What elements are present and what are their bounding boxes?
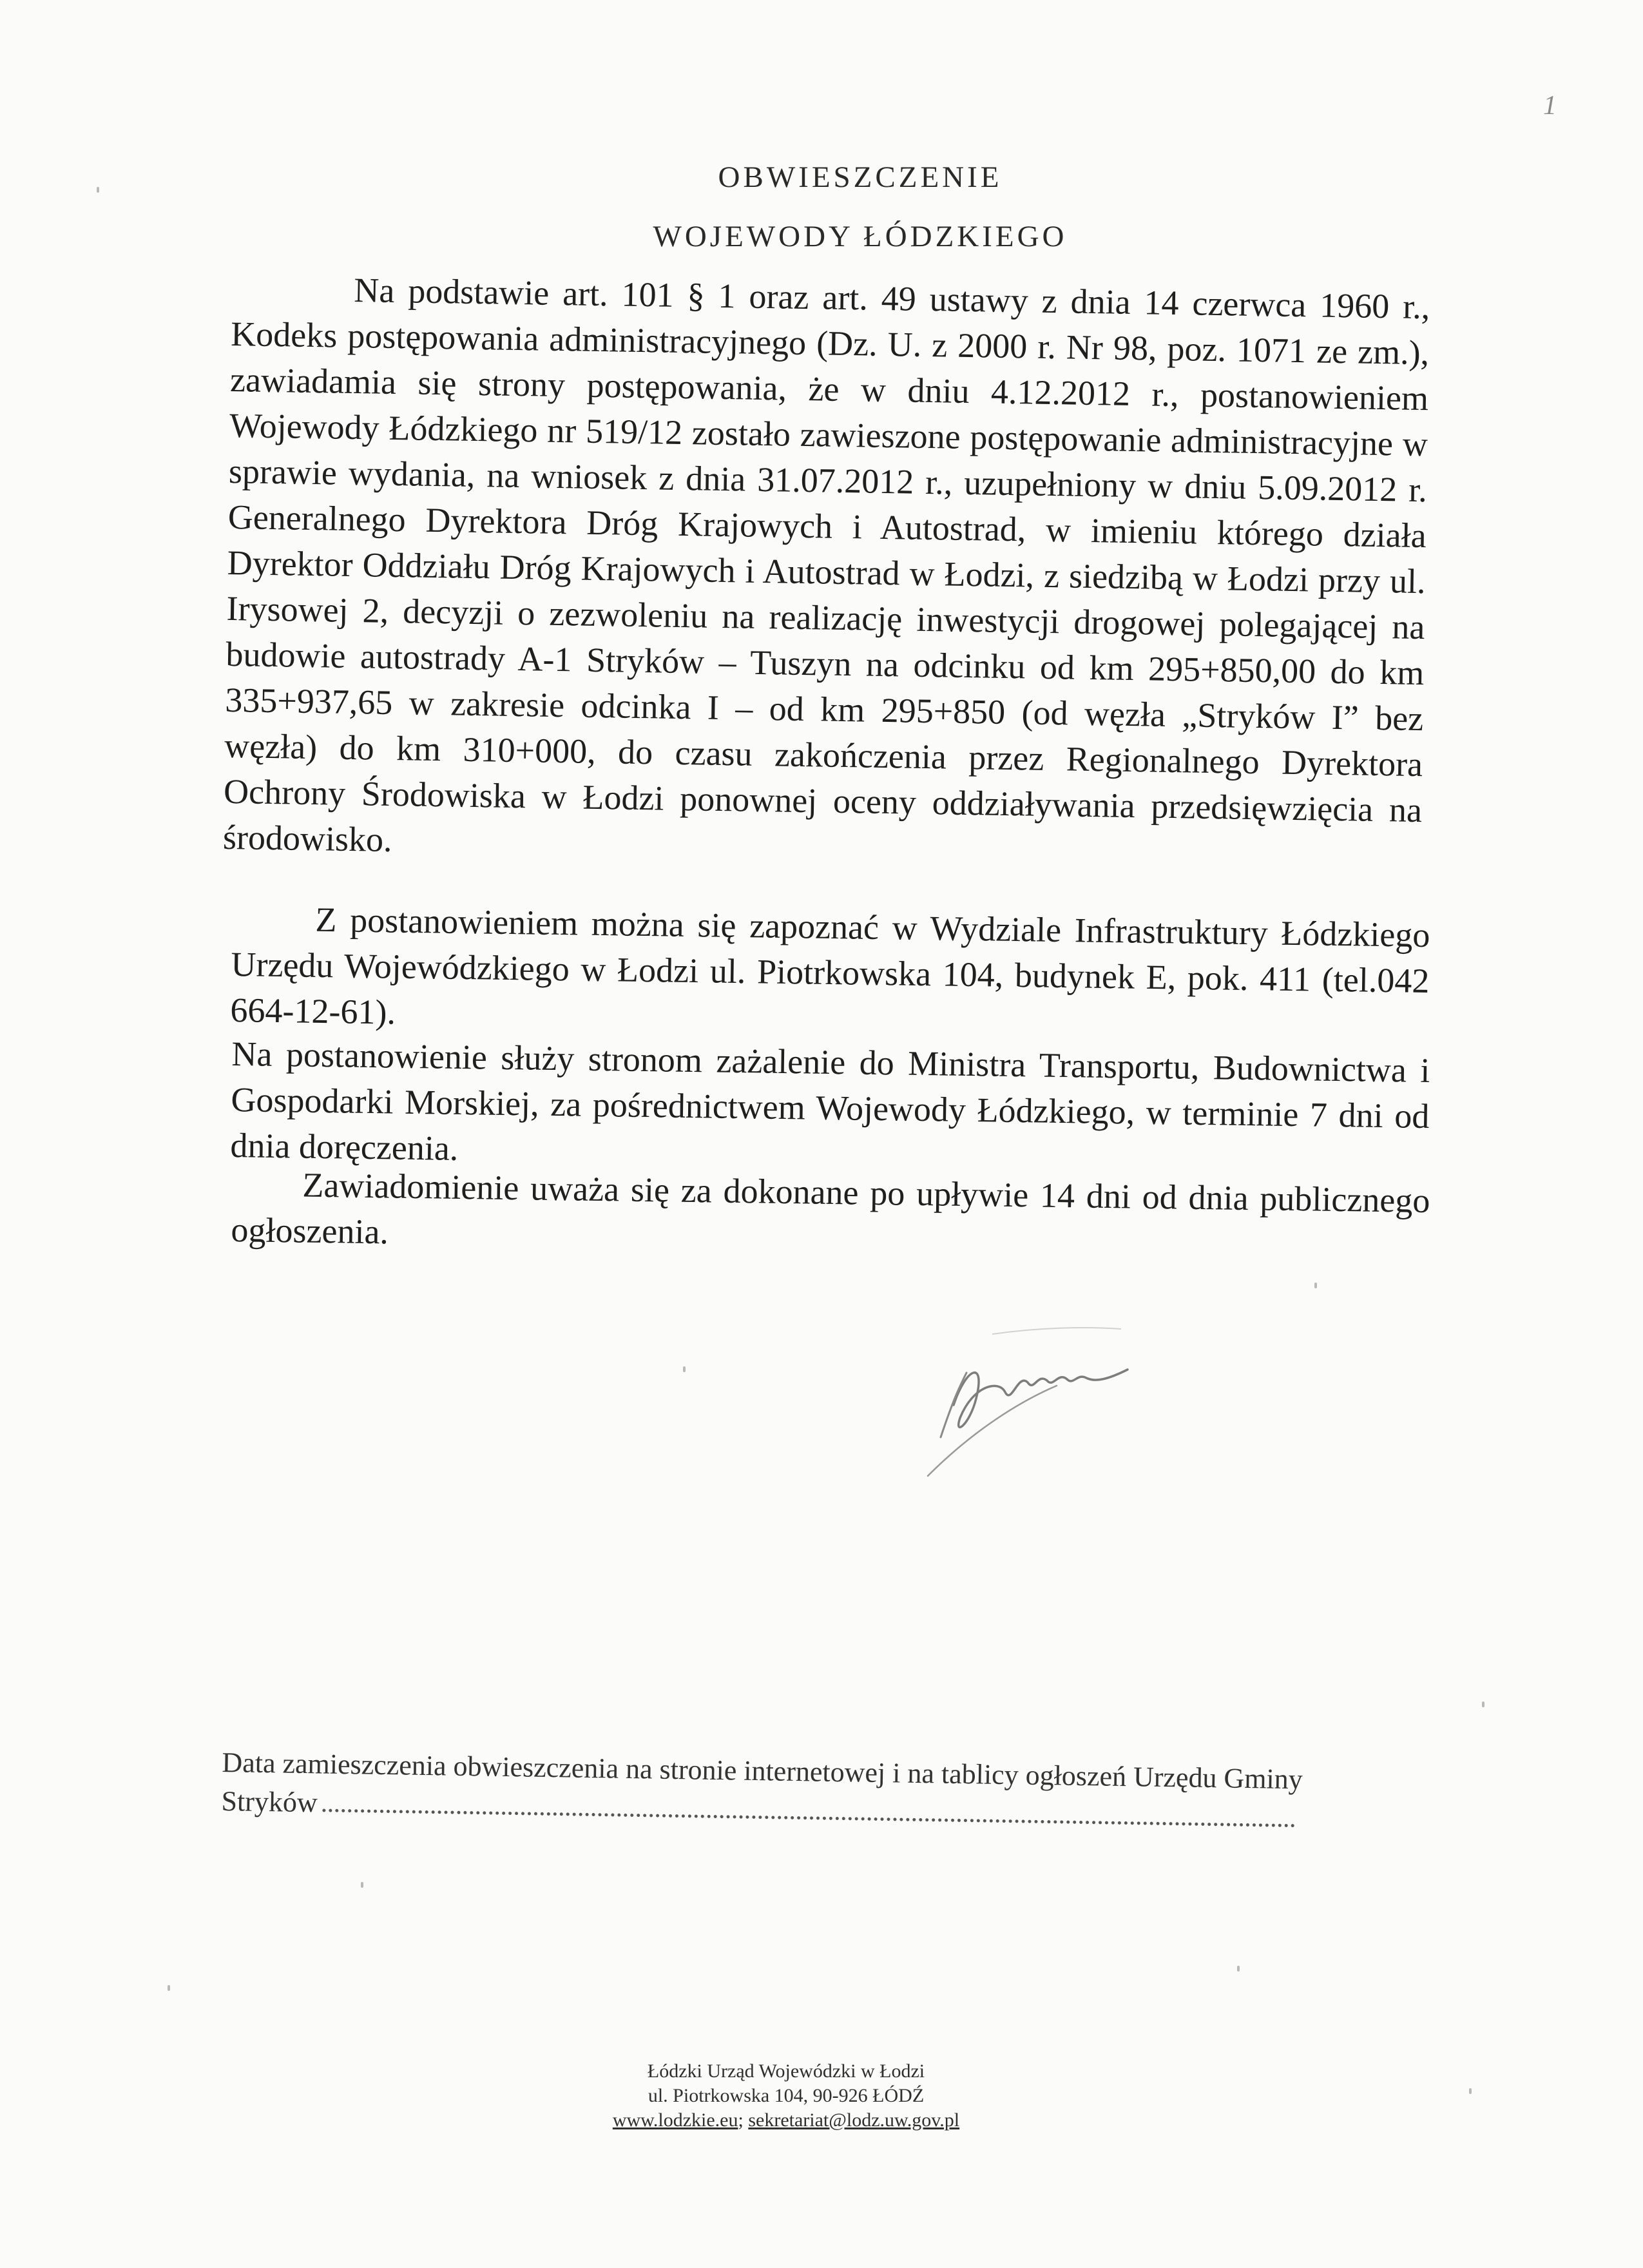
handwritten-signature	[915, 1308, 1211, 1482]
page-number: 1	[1543, 91, 1557, 121]
email-link[interactable]: sekretariat@lodz.uw.gov.pl	[748, 2109, 960, 2131]
scan-speck	[1469, 2088, 1472, 2094]
scan-speck	[1237, 1966, 1240, 1972]
scan-speck	[683, 1366, 686, 1372]
paragraph-notice-effect: Zawiadomienie uważa się za dokonane po upływie 14 dni od dnia publicznego ogłoszenia.	[231, 1165, 1430, 1252]
scan-speck	[168, 1985, 170, 1991]
document-subtitle: WOJEWODY ŁÓDZKIEGO	[653, 220, 1068, 253]
contact-separator: ;	[738, 2109, 744, 2131]
scan-speck	[1482, 1701, 1484, 1707]
scan-speck	[361, 1882, 363, 1888]
website-link[interactable]: www.lodzkie.eu	[612, 2109, 738, 2131]
footer-contact-line	[0, 2108, 1608, 2133]
posting-date-blank	[322, 1787, 1295, 1827]
scan-speck	[97, 187, 99, 193]
scan-speck	[1314, 1283, 1317, 1288]
footer-office-name: Łódzki Urząd Wojewódzki w Łodzi	[647, 2060, 925, 2082]
posting-date-note	[221, 1743, 1401, 1839]
document-title: OBWIESZCZENIE	[718, 160, 1003, 194]
paragraph-access: Z postanowieniem można się zapoznać w Wydziale Infrastruktury Łódzkiego Urzędu Wojewódzkiego w Łodzi ul. Piotrkowska 104, budynek E, pok. 411 (tel.042 664-12-61).	[230, 900, 1430, 1032]
paragraph-appeal: Na postanowienie służy stronom zażalenie do Ministra Transportu, Budownictwa i Gospodarki Morskiej, za pośrednictwem Wojewody Łódzkiego, w terminie 7 dni od dnia doręczenia.	[230, 1034, 1430, 1168]
paragraph-main: Na podstawie art. 101 § 1 oraz art. 49 ustawy z dnia 14 czerwca 1960 r., Kodeks postępowania administracyjnego (Dz. U. z 2000 r. Nr 98, poz. 1071 ze zm.), zawiadamia się strony postępowania, że w dniu 4.12.2012 r., postanowieniem Wojewody Łódzkiego nr 519/12 zostało zawieszone postępowanie administracyjne w sprawie wydania, na wniosek z dnia 31.07.2012 r., uzupełniony w dniu 5.09.2012 r. Generalnego Dyrektora Dróg Krajowych i Autostrad, w imieniu którego działa Dyrektor Oddziału Dróg Krajowych i Autostrad w Łodzi, z siedzibą w Łodzi przy ul. Irysowej 2, decyzji o zezwoleniu na realizację inwestycji drogowej polegającej na budowie autostrady A-1 Stryków – Tuszyn na odcinku od km 295+850,00 do km 335+937,65 w zakresie odcinka I – od km 295+850 (od węzła „Stryków I” bez węzła) do km 310+000, do czasu zakończenia przez Regionalnego Dyrektora Ochrony Środowiska w Łodzi ponownej oceny oddziaływania przedsięwzięcia na środowisko.	[222, 270, 1430, 860]
footer-address	[0, 2059, 1608, 2133]
footer-street-address: ul. Piotrkowska 104, 90-926 ŁÓDŹ	[648, 2085, 925, 2106]
posting-note-text: Data zamieszczenia obwieszczenia na stronie internetowej i na tablicy ogłoszeń Urzędu Gminy Stryków	[221, 1746, 1303, 1819]
